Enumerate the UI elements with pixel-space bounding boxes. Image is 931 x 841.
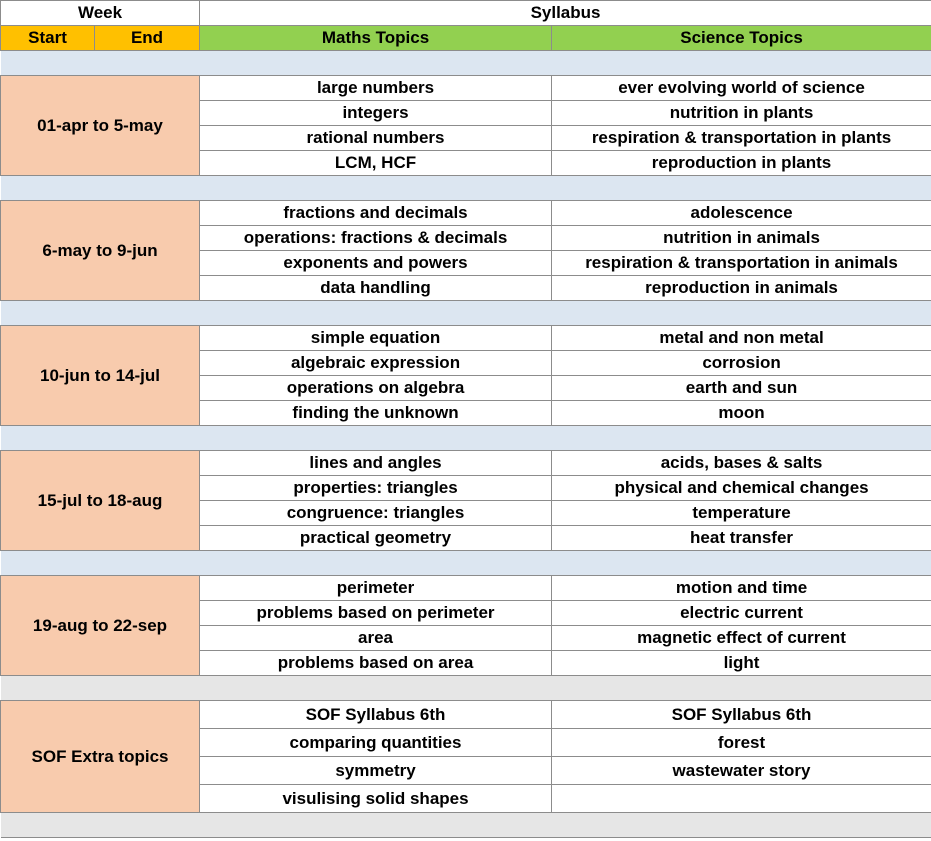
week-range-cell: 6-may to 9-jun [1,201,200,301]
maths-topic-cell: operations: fractions & decimals [200,226,552,251]
science-topics-header: Science Topics [552,26,931,51]
spacer-row [1,51,931,76]
spacer-cell [1,51,931,76]
table-row [1,326,931,351]
table-row [1,451,931,476]
table-row [1,76,931,101]
week-range-cell: SOF Extra topics [1,701,200,813]
maths-topic-cell: properties: triangles [200,476,552,501]
science-topic-cell: physical and chemical changes [552,476,931,501]
maths-topic-cell: data handling [200,276,552,301]
science-topic-cell: heat transfer [552,526,931,551]
science-topic-cell: reproduction in plants [552,151,931,176]
spacer-row [1,676,931,701]
spacer-row [1,426,931,451]
maths-topic-cell: exponents and powers [200,251,552,276]
science-topic-cell: forest [552,729,931,757]
science-topic-cell: nutrition in plants [552,101,931,126]
science-topic-cell: magnetic effect of current [552,626,931,651]
maths-topic-cell: simple equation [200,326,552,351]
header-row-top [1,1,931,26]
maths-topic-cell: symmetry [200,757,552,785]
week-range-cell: 01-apr to 5-may [1,76,200,176]
science-topic-cell: light [552,651,931,676]
spacer-row [1,551,931,576]
maths-topic-cell: visulising solid shapes [200,785,552,813]
science-topic-cell: respiration & transportation in animals [552,251,931,276]
maths-topic-cell: practical geometry [200,526,552,551]
spacer-row [1,301,931,326]
spacer-cell [1,301,931,326]
spacer-row [1,176,931,201]
maths-topic-cell: finding the unknown [200,401,552,426]
science-topic-cell: motion and time [552,576,931,601]
maths-topic-cell: rational numbers [200,126,552,151]
maths-topic-cell: lines and angles [200,451,552,476]
maths-topic-cell: operations on algebra [200,376,552,401]
maths-topic-cell: congruence: triangles [200,501,552,526]
table-row [1,701,931,729]
week-range-cell: 10-jun to 14-jul [1,326,200,426]
science-topic-cell: earth and sun [552,376,931,401]
science-topic-cell: ever evolving world of science [552,76,931,101]
science-topic-cell [552,785,931,813]
week-range-cell: 15-jul to 18-aug [1,451,200,551]
science-topic-cell: reproduction in animals [552,276,931,301]
table-row [1,576,931,601]
maths-topic-cell: LCM, HCF [200,151,552,176]
science-topic-cell: SOF Syllabus 6th [552,701,931,729]
maths-topic-cell: area [200,626,552,651]
science-topic-cell: electric current [552,601,931,626]
science-topic-cell: corrosion [552,351,931,376]
science-topic-cell: wastewater story [552,757,931,785]
maths-topic-cell: fractions and decimals [200,201,552,226]
spacer-cell [1,176,931,201]
spacer-cell [1,676,931,701]
science-topic-cell: temperature [552,501,931,526]
science-topic-cell: metal and non metal [552,326,931,351]
maths-topic-cell: large numbers [200,76,552,101]
maths-topics-header: Maths Topics [200,26,552,51]
spacer-cell [1,551,931,576]
maths-topic-cell: comparing quantities [200,729,552,757]
syllabus-header: Syllabus [200,1,931,26]
week-header: Week [1,1,200,26]
spacer-cell [1,426,931,451]
start-header: Start [1,26,95,51]
end-header: End [95,26,200,51]
week-range-cell: 19-aug to 22-sep [1,576,200,676]
spacer-row [1,813,931,838]
header-row-sub [1,26,931,51]
spacer-cell [1,813,931,838]
science-topic-cell: moon [552,401,931,426]
maths-topic-cell: problems based on area [200,651,552,676]
maths-topic-cell: problems based on perimeter [200,601,552,626]
maths-topic-cell: integers [200,101,552,126]
table-row [1,201,931,226]
science-topic-cell: acids, bases & salts [552,451,931,476]
maths-topic-cell: SOF Syllabus 6th [200,701,552,729]
science-topic-cell: respiration & transportation in plants [552,126,931,151]
science-topic-cell: adolescence [552,201,931,226]
science-topic-cell: nutrition in animals [552,226,931,251]
maths-topic-cell: perimeter [200,576,552,601]
maths-topic-cell: algebraic expression [200,351,552,376]
